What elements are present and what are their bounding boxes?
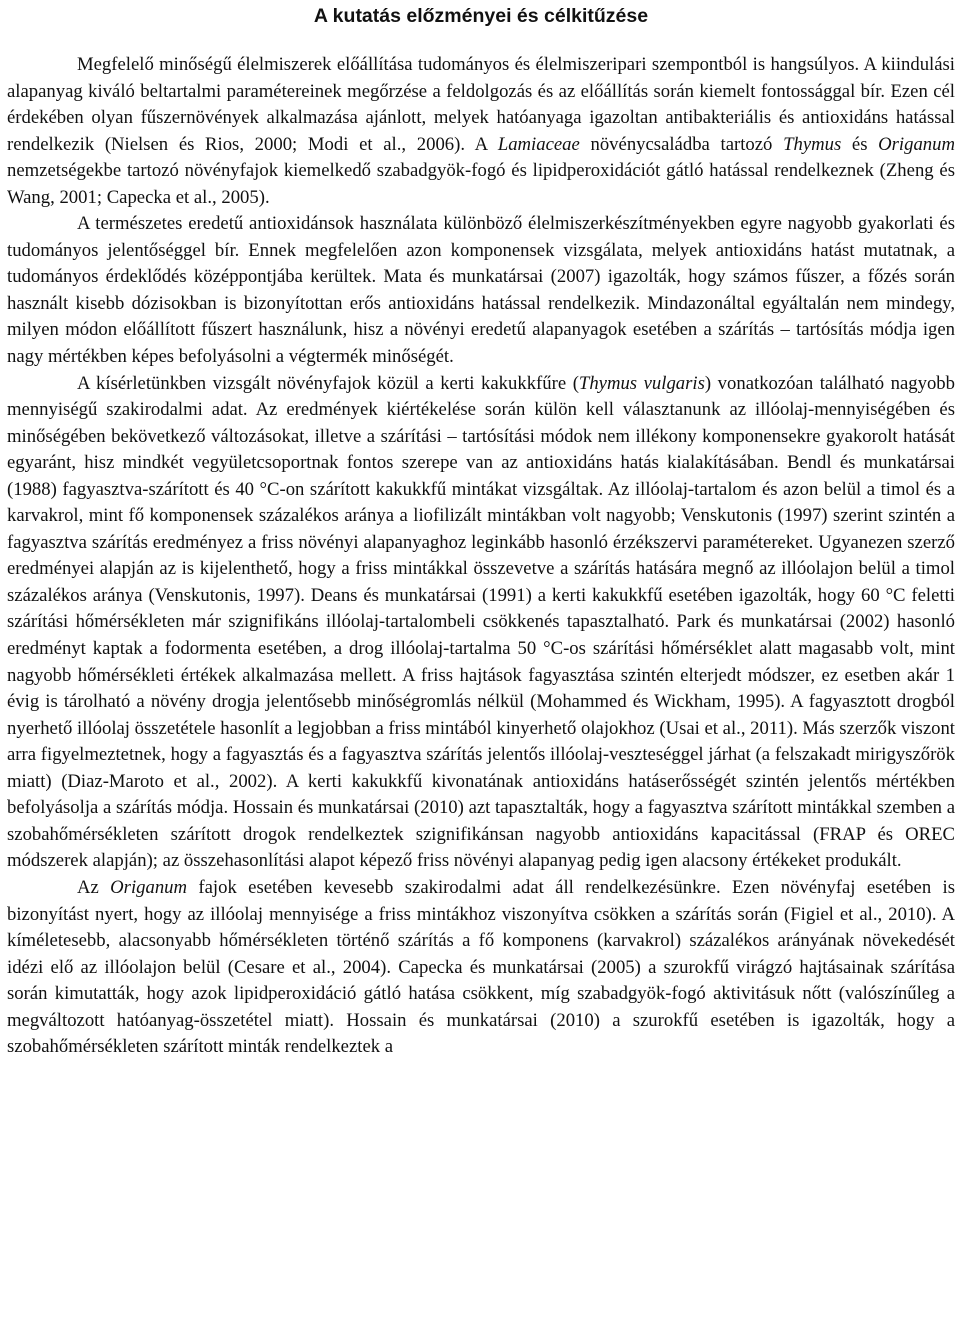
text-run: és: [841, 133, 879, 155]
text-run: A kísérletünkben vizsgált növényfajok közül a kerti kakukkfűre (: [77, 372, 579, 394]
document-page: [7, 0, 955, 1061]
text-run: nemzetségekbe tartozó növényfajok kiemelkedő szabadgyök-fogó és lipidperoxidációt gátló hatással rendelkeznek (Zheng és Wang, 2001; Capecka et al., 2005).: [7, 160, 955, 208]
text-run: növénycsaládba tartozó: [579, 133, 784, 155]
text-run: A természetes eredetű antioxidánsok használata különböző élelmiszerkészítményekben egyre nagyobb gyakorlati és tudományos jelentőséggel bír. Ennek megfelelően azon komponensek vizsgálata, melyek antioxidáns hatást mutatnak, a tudományos érdeklődés középpontjába kerültek. Mata és munkatársai (2007) igazolták, hogy számos fűszer, a főzés során használt kisebb dózisokban is bizonyítottan erős antioxidáns hatással rendelkezik. Mindazonáltal egyáltalán nem mindegy, milyen módon előállított fűszert használunk, hisz a növényi eredetű alapanyagok esetében a szárítás – tartósítás módja igen nagy mértékben képes befolyásolni a végtermék minőségét.: [7, 213, 955, 368]
paragraph: [7, 211, 955, 370]
text-run: ) vonatkozóan található nagyobb mennyiségű szakirodalmi adat. Az eredmények kiértékelése során külön kell választanunk az illóolaj-mennyiségében és minőségében bekövetkező változásokat, illetve a szárítási – tartósítási módok nem illékony komponensekre gyakorolt hatását egyaránt, hisz mindkét vegyületcsoportnak fontos szerepe van az antioxidáns hatás kialakításában. Bendl és munkatársai (1988) fagyasztva-szárított és 40 °C-on szárított kakukkfű mintákat vizsgáltak. Az illóolaj-tartalom és azon belül a timol és a karvakrol, mint fő komponensek százalékos aránya a liofilizált mintákban volt nagyobb; Venskutonis (1997) szerint szintén a fagyasztva szárítás eredményez a friss növényi alapanyaghoz leginkább hasonló érzékszervi paramétereket. Ugyanezen szerző eredményei alapján az is kijelenthető, hogy a friss mintákkal összevetve a szárítás hatására megnő az illóolajon belül a timol százalékos aránya (Venskutonis, 1997). Deans és munkatársai (1991) a kerti kakukkfű esetében igazolták, hogy 60 °C feletti szárítási hőmérsékleten már szignifikáns illóolaj-tartalombeli csökkenés tapasztalható. Park és munkatársai (2002) hasonló eredményt kaptak a fodormenta esetében, a drog illóolaj-tartalma 50 °C-os szárítási hőmérséklet alatt magasabb volt, mint nagyobb hőmérsékleti értékek alkalmazása mellett. A friss hajtások fagyasztása szintén elterjedt módszer, ez esetben akár 1 évig is tárolható a növény drogja jelentősebb minőségromlás nélkül (Mohammed és Wickham, 1995). A fagyasztott drogból nyerhető illóolaj összetétele hasonlít a legjobban a friss mintából kinyerhető olajokhoz (Usai et al., 2011). Más szerzők viszont arra figyelmeztetnek, hogy a fagyasztás és a fagyasztva szárítás jelentős illóolaj-veszteséggel járhat (a felszakadt mirigyszőrök miatt) (Diaz-Maroto et al., 2002). A kerti kakukkfű kivonatának antioxidáns hatáserősségét szintén jelentős mértékben befolyásolja a szárítás módja. Hossain és munkatársai (2010) azt tapasztalták, hogy a fagyasztva szárított mintákkal szemben a szobahőmérsékleten szárított drogok rendelkeztek szignifikánsan nagyobb antioxidáns kapacitással (FRAP és OREC módszerek alapján); az összehasonlítási alapot képező friss növényi alapanyag pedig igen alacsony értékeket produkált.: [7, 372, 955, 872]
paragraph: [7, 52, 955, 211]
text-run: Az: [77, 876, 111, 898]
section-title: A kutatás előzményei és célkitűzése: [313, 5, 649, 27]
text-run: fajok esetében kevesebb szakirodalmi adat áll rendelkezésünkre. Ezen növényfaj esetében is bizonyítást nyert, hogy az illóolaj mennyisége a friss mintákhoz viszonyítva csökken a szárítás során (Figiel et al., 2010). A kíméletesebb, alacsonyabb hőmérsékleten történő szárítás a fő komponens (karvakrol) százalékos arányának növekedését idézi elő az illóolajon belül (Cesare et al., 2004). Capecka és munkatársai (2005) a szurokfű virágzó hajtásainak szárítása során kimutatták, hogy azok lipidperoxidáció gátló hatása csökkent, míg szabadgyök-fogó aktivitásuk nőtt (valószínűleg a megváltozott hatóanyag-összetétel miatt). Hossain és munkatársai (2010) a szurokfű esetében is igazolták, hogy a szobahőmérsékleten szárított minták rendelkeztek a: [7, 876, 955, 1058]
body-text: [7, 52, 955, 1061]
italic-term: Thymus vulgaris: [578, 372, 705, 394]
italic-term: Lamiaceae: [497, 133, 580, 155]
text-run: Megfelelő minőségű élelmiszerek előállítása tudományos és élelmiszeripari szempontból is hangsúlyos. A kiindulási alapanyag kiváló beltartalmi paramétereinek megőrzése a feldolgozás és az előállítás során kiemelt fontossággal bír. Ezen cél érdekében olyan fűszernövények alkalmazása ajánlott, melyek hatóanyaga igazoltan antibakteriális és antioxidáns hatással rendelkezik (Nielsen és Rios, 2000; Modi et al., 2006). A: [7, 54, 955, 155]
paragraph: [7, 875, 955, 1061]
paragraph: [7, 371, 955, 875]
italic-term: Origanum: [110, 876, 188, 898]
italic-term: Thymus: [783, 133, 842, 155]
italic-term: Origanum: [878, 133, 955, 155]
